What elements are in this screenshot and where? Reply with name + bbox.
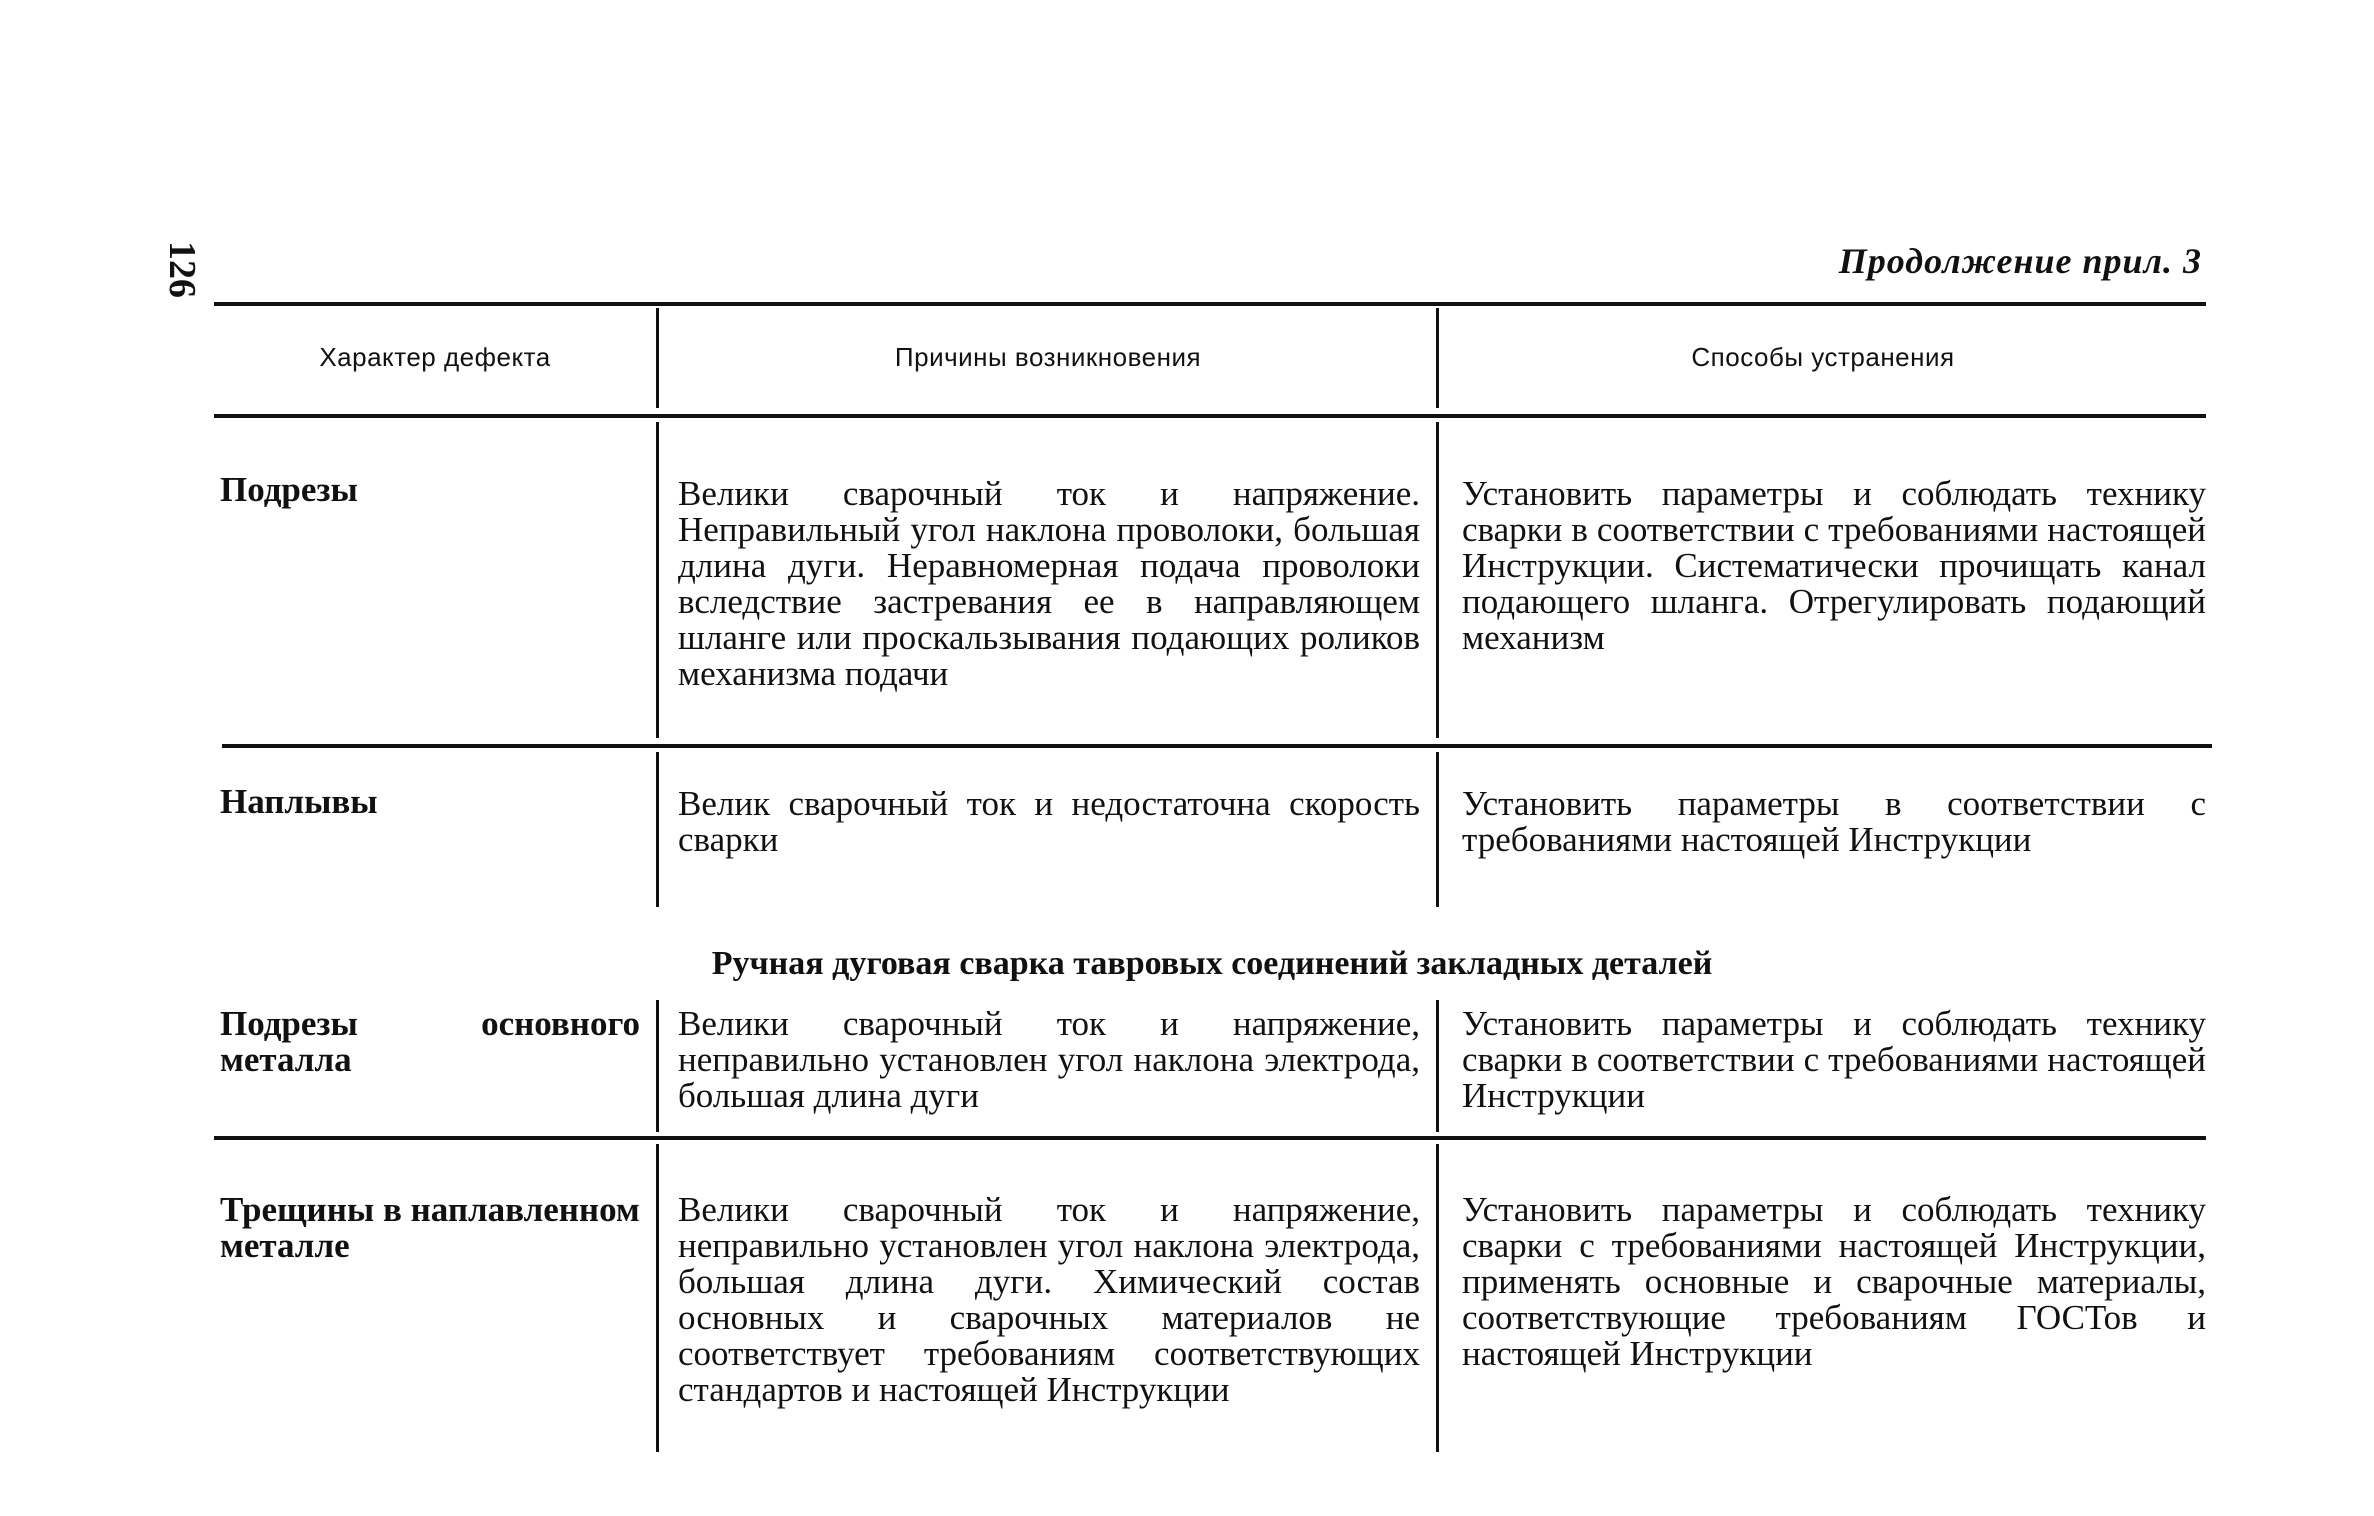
defect-causes: Велики сварочный ток и напряжение. Неправильный угол наклона проволоки, большая длина дуги. Неравномерная подача проволоки вследствие застревания ее в направляющем шланге или проскальзывания подающих роликов механизма подачи	[678, 474, 1420, 693]
defect-causes: Велики сварочный ток и напряжение, неправильно установлен угол наклона электрода, большая длина дуги	[678, 1004, 1420, 1115]
defect-remedies: Установить параметры в соответствии с требованиями настоящей Инструкции	[1462, 784, 2206, 859]
header-defect: Характер дефекта	[319, 342, 551, 372]
page-number: 126	[161, 241, 203, 298]
defect-name: Подрезы	[220, 470, 358, 509]
table-top-rule	[214, 302, 2206, 306]
column-divider	[656, 308, 659, 408]
continuation-label: Продолжение прил. 3	[1838, 241, 2202, 281]
defect-remedies: Установить параметры и соблюдать технику сварки в соответствии с требованиями настоящей Инструкции. Систематически прочищать канал подающего шланга. Отрегулировать подающий механизм	[1462, 474, 2206, 657]
defect-causes: Велики сварочный ток и напряжение, неправильно установлен угол наклона электрода, большая длина дуги. Химический состав основных и сварочных материалов не соответствует требованиям соответствующих стандартов и настоящей Инструкции	[678, 1190, 1420, 1409]
defect-name: Наплывы	[220, 782, 378, 821]
column-divider	[1436, 1144, 1439, 1452]
column-divider	[1436, 752, 1439, 907]
defect-name: Подрезы основного металла	[220, 1004, 640, 1079]
defect-causes: Велик сварочный ток и недостаточна скорость сварки	[678, 784, 1420, 859]
column-divider	[1436, 1000, 1439, 1132]
defect-remedies: Установить параметры и соблюдать технику сварки в соответствии с требованиями настоящей Инструкции	[1462, 1004, 2206, 1115]
column-divider	[1436, 422, 1439, 738]
row-divider	[214, 1136, 2206, 1140]
column-divider	[1436, 308, 1439, 408]
column-divider	[656, 1144, 659, 1452]
defect-remedies: Установить параметры и соблюдать технику сварки с требованиями настоящей Инструкции, применять основные и сварочные материалы, соответствующие требованиям ГОСТов и настоящей Инструкции	[1462, 1190, 2206, 1373]
row-divider	[222, 744, 2212, 748]
section-title: Ручная дуговая сварка тавровых соединений закладных деталей	[711, 945, 1713, 982]
column-divider	[656, 422, 659, 738]
header-bottom-rule	[214, 414, 2206, 418]
defect-name: Трещины в наплавленном металле	[220, 1190, 640, 1265]
header-causes: Причины возникновения	[894, 342, 1202, 372]
header-remedies: Способы устранения	[1691, 342, 1955, 372]
column-divider	[656, 752, 659, 907]
column-divider	[656, 1000, 659, 1132]
